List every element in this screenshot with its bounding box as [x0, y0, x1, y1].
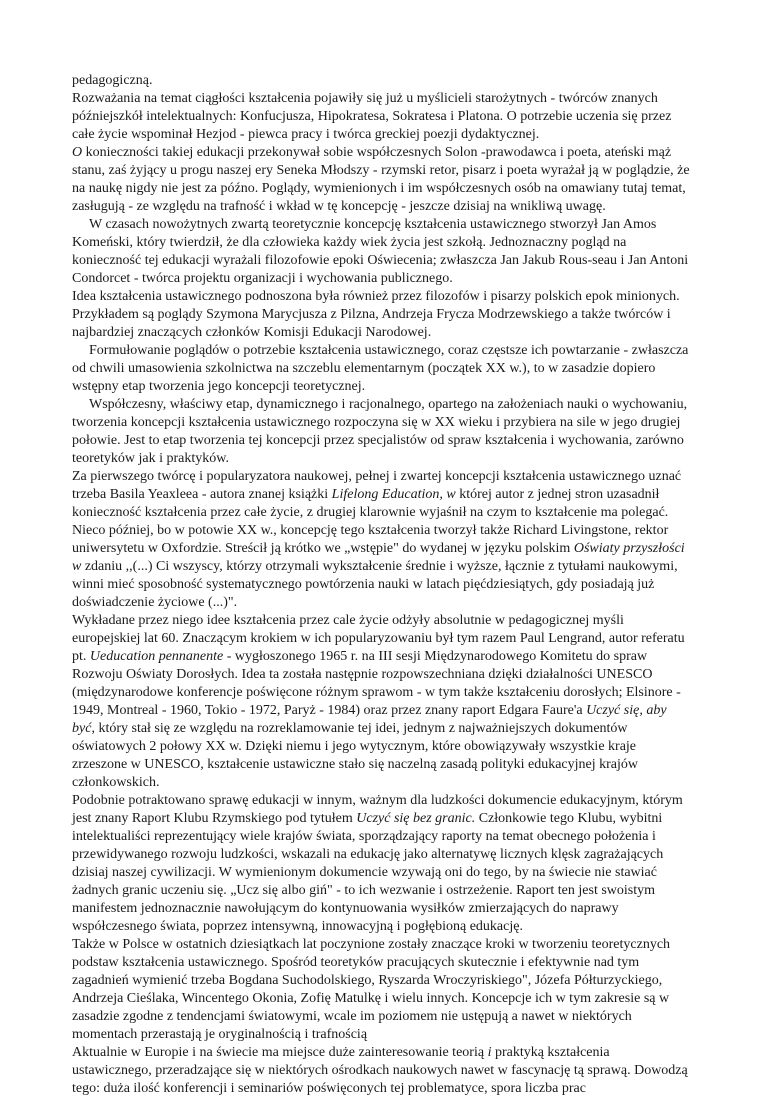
paragraph-p01: [72, 72, 692, 90]
paragraph-p10: [72, 792, 692, 936]
text-run: Podobnie potraktowano sprawę edukacji w innym, ważnym dla ludzkości dokumencie edukacyjnym, którym jest znany Raport Klubu Rzymskiego pod tytułem: [72, 793, 683, 826]
paragraph-p12: [72, 1044, 692, 1098]
text-run: zdaniu ,,(...) Ci wszyscy, którzy otrzymali wykształcenie średnie i wyższe, łącznie z tytułami naukowymi, winni mieć sposobność systematycznego powtórzenia nauki w latach pięćdziesiątych, gdy posiadają już doświadczenie życiowe (...)".: [72, 559, 678, 610]
text-run: Także w Polsce w ostatnich dziesiątkach lat poczynione zostały znaczące kroki w tworzeniu teoretycznych podstaw kształcenia ustawicznego. Spośród teoretyków pracujących skutecznie i efektywnie nad tym zagadnień wymienić trzeba Bogdana Suchodolskiego, Ryszarda Wroczyriskiego", Józefa Półturzyckiego, Andrzeja Cieślaka, Wincentego Okonia, Zofię Matulkę i wielu innych. Koncepcje ich w tym zakresie są w zasadzie zgodne z tendencjami światowymi, wcale im poziomem nie ustępują a nawet w niektórych momentach przerastają je oryginalnością i trafnością: [72, 937, 671, 1042]
text-run: Idea kształcenia ustawicznego podnoszona była również przez filozofów i pisarzy polskich epok minionych. Przykładem są poglądy Szymona Marycjusza z Pilzna, Andrzeja Frycza Modrzewskiego a także twórców i najbardziej znaczących członków Komisji Edukacji Narodowej.: [72, 289, 680, 340]
text-run: Współczesny, właściwy etap, dynamicznego i racjonalnego, opartego na założeniach nauki o wychowaniu, tworzenia koncepcji kształcenia ustawicznego rozpoczyna się w XX wieku i przybiera na sile w jego drugiej połowie. Jest to etap tworzenia tej koncepcji przez specjalistów od spraw kształcenia i wychowania, zarówno teoretyków jak i praktyków.: [72, 397, 688, 466]
italic-text: Uczyć się, aby być: [72, 703, 667, 736]
italic-text: Lifelong Education, w: [331, 487, 456, 502]
paragraph-p02: [72, 90, 692, 144]
text-run: Rozważania na temat ciągłości kształcenia pojawiły się już u myślicieli starożytnych - twórców znanych późniejszkół intelektualnych: Konfucjusza, Hipokratesa, Sokratesa i Platona. O potrzebie uczenia się przez całe życie wspominał Hezjod - piewca pracy i twórca greckiej poezji dydaktycznej.: [72, 91, 672, 142]
text-run: - wygłoszonego 1965 r. na III sesji Międzynarodowego Komitetu do spraw Rozwoju Oświaty Dorosłych. Idea ta została następnie rozpowszechniana dzięki działalności UNESCO (międzynarodowe konferencje poświęcone różnym sprawom - w tym także kształceniu dorosłych; Elsinore - 1949, Montreal - 1960, Tokio - 1972, Paryż - 1984) oraz przez znany raport Edgara Faure'a: [72, 649, 681, 718]
paragraph-p09: [72, 612, 692, 792]
paragraph-p05: [72, 288, 692, 342]
text-run: konieczności takiej edukacji przekonywał sobie współczesnych Solon -prawodawca i poeta, ateński mąż stanu, zaś żyjący u progu naszej ery Seneka Młodszy - rzymski retor, pisarz i poeta wyrażał ją w poglądzie, że na naukę nigdy nie jest za późno. Poglądy, wymienionych i im współczesnych osób na omawiany tutaj temat, zasługują - ze względu na trafność i wkład w tę koncepcję - jeszcze dzisiaj na wnikliwą uwagę.: [72, 145, 690, 214]
document-page: [72, 72, 692, 1098]
paragraph-p06: [72, 342, 692, 396]
text-run: Za pierwszego twórcę i popularyzatora naukowej, pełnej i zwartej koncepcji kształcenia ustawicznego uznać trzeba Basila Yeaxleea - autora znanej książki: [72, 469, 682, 502]
text-run: Formułowanie poglądów o potrzebie kształcenia ustawicznego, coraz częstsze ich powtarzanie - zwłaszcza od chwili umasowienia szkolnictwa na szczeblu elementarnym (początek XX w.), to w zasadzie dopiero wstępny etap tworzenia jego koncepcji teoretycznej.: [72, 343, 689, 394]
text-run: pedagogiczną.: [72, 73, 153, 88]
italic-text: Oświaty przyszłości w: [72, 541, 685, 574]
italic-text: Uczyć się bez granic.: [356, 811, 476, 826]
italic-text: Ueducation pennanente: [89, 649, 224, 664]
text-run: Członkowie tego Klubu, wybitni intelektualiści reprezentujący wiele krajów świata, sporządzający raporty na temat obecnego położenia i przewidywanego rozwoju ludzkości, wskazali na edukację jako alternatywę licznych klęsk zagrażających dzisiaj naszej cywilizacji. W wymienionym dokumencie wzywają oni do tego, by na świecie nie stawiać żadnych granic uczeniu się. „Ucz się albo giń" - to ich wezwanie i ostrzeżenie. Raport ten jest swoistym manifestem jednoznacznie nawołującym do kontynuowania wysiłków zmierzających do naprawy współczesnego świata, poprzez intensywną, innowacyjną i pogłębioną edukację.: [72, 811, 664, 934]
paragraph-p03: [72, 144, 692, 216]
text-run: , który stał się ze względu na rozreklamowanie tej idei, jednym z najważniejszych dokumentów oświatowych 2 połowy XX w. Dzięki niemu i jego wytycznym, które obowiązywały wszystkie kraje zrzeszone w UNESCO, kształcenie ustawiczne stało się naczelną zasadą polityki edukacyjnej krajów członkowskich.: [72, 721, 639, 790]
italic-text: O: [72, 145, 83, 160]
paragraph-p07: [72, 396, 692, 468]
italic-text: i: [487, 1045, 492, 1060]
text-run: praktyką kształcenia ustawicznego, przeradzające się w niektórych ośrodkach naukowych nawet w fascynację tą sprawą. Dowodzą tego: duża ilość konferencji i seminariów poświęconych tej problematyce, spora liczba prac: [72, 1045, 688, 1096]
text-run: Wykładane przez niego idee kształcenia przez cale życie odżyły absolutnie w pedagogicznej myśli europejskiej lat 60. Znaczącym krokiem w ich popularyzowaniu był tym razem Paul Lengrand, autor referatu pt.: [72, 613, 685, 664]
text-run: której autor z jednej stron uzasadnił konieczność kształcenia przez całe życie, z drugiej klarownie wyjaśnił na czym to kształcenie ma polegać. Nieco później, bo w potowie XX w., koncepcję tego kształcenia tworzył także Richard Livingstone, rektor uniwersytetu w Oxfordzie. Streścił ją krótko we „wstępie" do wydanej w języku polskim: [72, 487, 669, 556]
text-run: W czasach nowożytnych zwartą teoretycznie koncepcję kształcenia ustawicznego stworzył Jan Amos Komeński, który twierdził, że dla człowieka każdy wiek życia jest szkołą. Jednoznaczny pogląd na konieczność tej edukacji wyrażali filozofowie epoki Oświecenia; zwłaszcza Jan Jakub Rous-seau i Jan Antoni Condorcet - twórca projektu organizacji i wychowania publicznego.: [72, 217, 689, 286]
paragraph-p11: [72, 936, 692, 1044]
text-run: Aktualnie w Europie i na świecie ma miejsce duże zainteresowanie teorią: [72, 1045, 488, 1060]
paragraph-p08: [72, 468, 692, 612]
paragraph-p04: [72, 216, 692, 288]
